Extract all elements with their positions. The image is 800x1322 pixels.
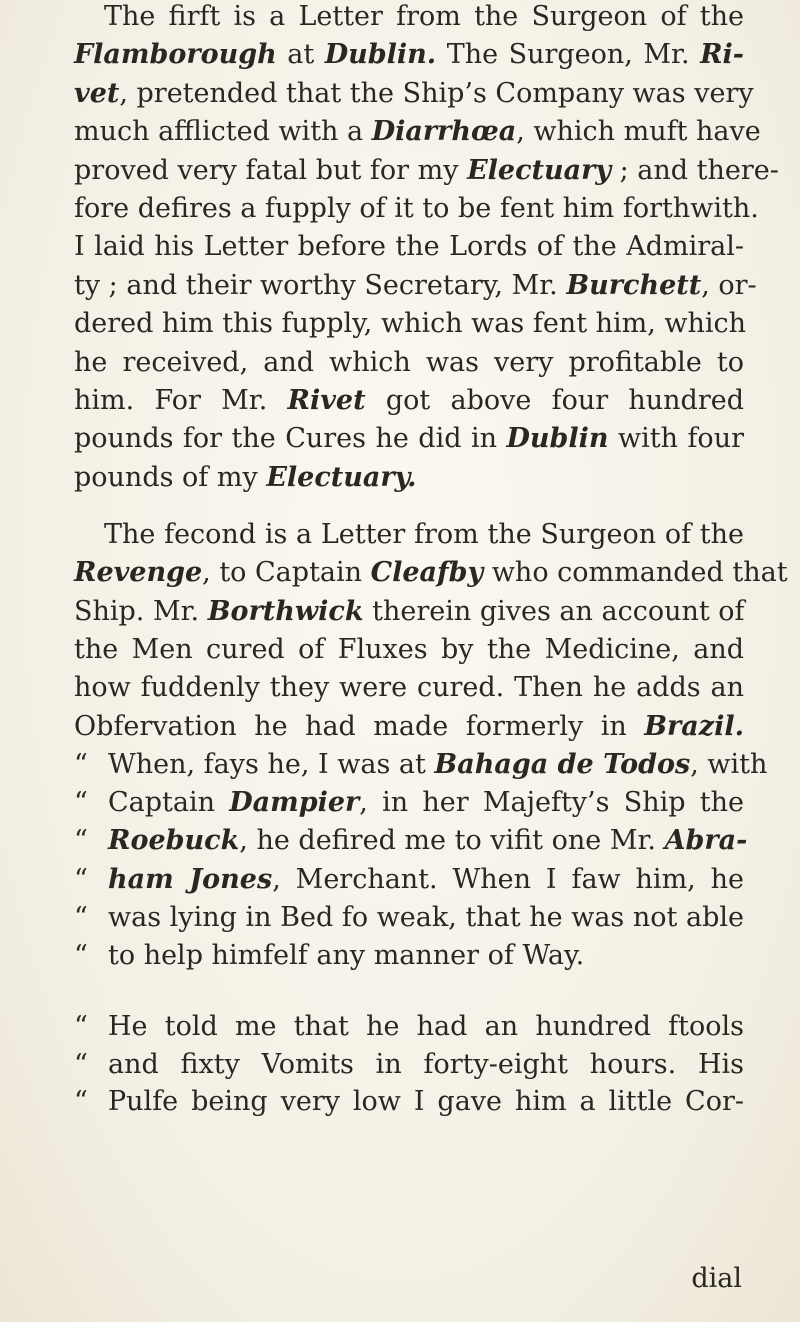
text-run: got above four hundred [365,385,744,416]
text-run: , with [690,748,768,780]
text-line [74,671,744,705]
italic-text: Dampier [229,787,360,819]
text-run: , or- [701,269,757,301]
text-run: , pretended that the Ship’s Company was very [119,77,754,109]
quote-mark: “ [74,863,88,895]
text-run: how fuddenly they were cured. Then he adds an [74,672,744,704]
text-line [74,461,417,495]
text-run: He told me that he had an hundred ftools [108,1011,744,1042]
italic-text: Flamborough [74,39,277,71]
text-line [74,863,744,897]
text-line [74,939,584,973]
text-run: , in her Majefty’s Ship the [359,787,744,819]
italic-text: Dublin. [324,39,437,71]
text-line [74,595,744,629]
quote-mark: “ [74,902,88,933]
text-line [74,1085,744,1119]
text-run: pounds of my [74,461,267,493]
catchword: dial [691,1263,742,1294]
text-line [74,384,744,418]
text-run: I laid his Letter before the Lords of the Admiral- [74,231,744,263]
quote-mark: “ [74,940,88,972]
italic-text: Borthwick [207,595,364,627]
italic-text: Ri- [700,39,744,71]
text-line [74,422,744,456]
italic-text: Roebuck [108,825,240,857]
text-run: When, fays he, I was at [108,748,435,780]
text-run: Obfervation he had made formerly in [74,710,645,742]
italic-text: ham Jones [108,863,273,895]
text-run: was lying in Bed fo weak, that he was not able [108,902,744,933]
text-line [74,77,754,111]
text-run: at [276,39,325,71]
italic-text: Dublin [506,423,609,455]
text-run: with four [608,423,744,455]
text-line [74,230,744,264]
text-run: Ship. Mr. [74,595,208,627]
italic-text: Electuary. [266,461,417,493]
italic-text: Revenge [74,557,203,589]
quote-mark: “ [74,1048,88,1080]
italic-text: Diarrhœa [371,116,517,148]
text-line [74,307,747,341]
italic-text: vet [74,77,120,109]
quote-mark: “ [74,1086,88,1117]
text-run: the Men cured of Fluxes by the Medicine, and [74,633,744,665]
italic-text: Abra- [664,825,748,857]
text-line [74,0,744,34]
text-line [74,38,744,72]
text-run: The firft is a Letter from the Surgeon of the [104,1,744,32]
text-run: to help himfelf any manner of Way. [108,940,585,972]
text-line [74,633,744,667]
italic-text: Electuary [467,154,612,186]
text-run: dered him this fupply, which was fent him, which [74,308,747,340]
text-run: Pulfe being very low I gave him a little Cor- [108,1086,744,1117]
text-run: therein gives an account of [363,595,745,627]
text-run: and fixty Vomits in forty-eight hours. His [108,1048,744,1080]
quote-mark: “ [74,787,88,819]
text-run: , which muft have [516,116,761,148]
text-line [74,1048,744,1082]
text-run: who commanded that [483,557,788,589]
quote-mark: “ [74,825,88,857]
text-line [74,556,788,590]
text-run: , to Captain [202,557,371,589]
text-line [74,1010,744,1044]
text-line [74,346,744,380]
italic-text: Brazil. [644,710,744,742]
text-line [74,748,768,782]
text-run: The fecond is a Letter from the Surgeon of the [104,519,744,550]
text-run: fore defires a fupply of it to be fent him forthwith. [74,193,759,224]
text-line [74,901,744,935]
text-line [74,154,779,188]
text-run: , Merchant. When I faw him, he [272,863,745,895]
text-run: ; and there- [611,154,779,186]
italic-text: Bahaga de Todos [434,748,691,780]
quote-mark: “ [74,1011,88,1042]
text-run: The Surgeon, Mr. [436,39,701,71]
text-line [74,269,757,303]
italic-text: Cleafby [370,557,484,589]
text-run: ty ; and their worthy Secretary, Mr. [74,269,567,301]
quote-mark: “ [74,748,88,780]
text-run: Captain [108,787,230,819]
text-line [74,192,759,226]
text-line [74,518,744,552]
text-run: he received, and which was very profitable to [74,346,744,378]
text-line [74,710,744,744]
text-run: , he defired me to vifit one Mr. [239,825,665,857]
text-run: much afflicted with a [74,116,372,148]
text-line [74,115,761,149]
text-line [74,786,744,820]
italic-text: Burchett [566,269,702,301]
text-run: him. For Mr. [74,385,288,416]
text-line [74,824,748,858]
text-run: pounds for the Cures he did in [74,423,507,455]
italic-text: Rivet [287,385,366,416]
text-run: proved very fatal but for my [74,154,468,186]
